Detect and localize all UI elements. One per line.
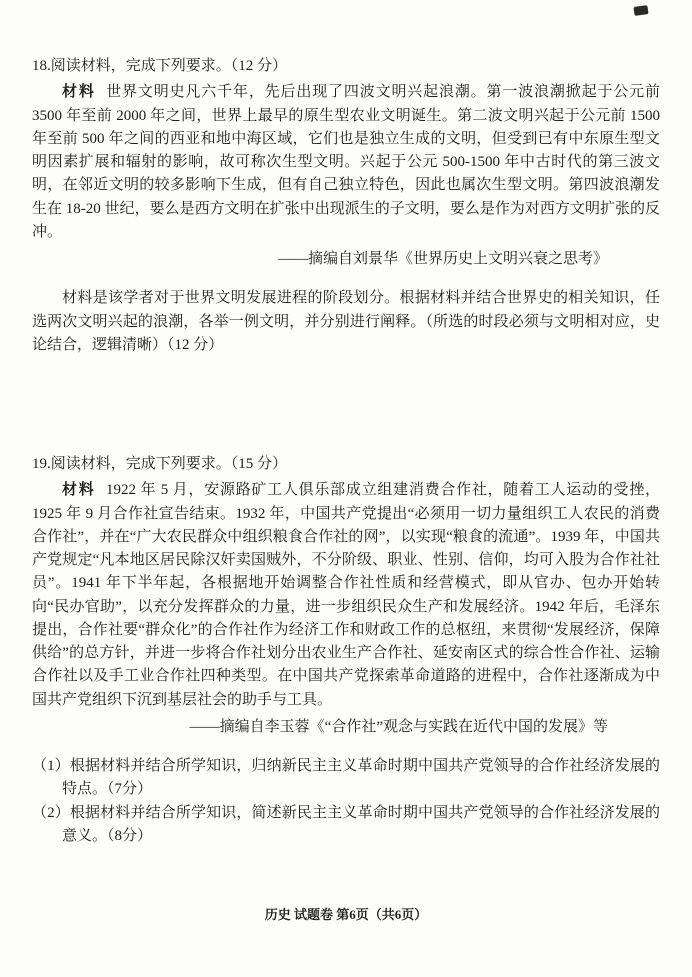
question-19-subquestion-2	[32, 802, 660, 849]
question-19-heading: 19.阅读材料，完成下列要求。（15 分）	[32, 456, 288, 472]
subquestion-label: （2）	[32, 804, 70, 821]
material-text: 1922 年 5 月，安源路矿工人俱乐部成立组建消费合作社，随着工人运动的受挫，1925 年 9 月合作社宣告结束。1932 年，中国共产党提出“必须用一切力量组织工人农民的消费合作社”，并在“广大农民群众中组织粮食合作社的网”，以实现“粮食的流通”。1939 年，中国共产党规定“凡本地区居民除汉奸卖国贼外，不分阶级、职业、性别、信仰，均可入股为合作社社员”。1941 年下半年起，各根据地开始调整合作社性质和经营模式，即从官办、包办开始转向“民办官助”，以充分发挥群众的力量，进一步组织民众生产和发展经济。1942 年后，毛泽东提出，合作社要“群众化”的合作社作为经济工作和财政工作的总枢纽，来贯彻“发展经济，保障供给”的总方针，并进一步将合作社划分出农业生产合作社、延安南区式的综合性合作社、运输合作社以及手工业合作社四种类型。在中国共产党探索革命道路的进程中，合作社逐渐成为中国共产党组织下沉到基层社会的助手与工具。	[32, 482, 660, 708]
question-18-material-paragraph	[32, 80, 660, 244]
subquestion-text: 根据材料并结合所学知识，简述新民主主义革命时期中国共产党领导的合作社经济发展的意义。（8分）	[62, 804, 660, 844]
question-18-heading: 18.阅读材料，完成下列要求。（12 分）	[32, 58, 288, 74]
subquestion-text: 根据材料并结合所学知识，归纳新民主主义革命时期中国共产党领导的合作社经济发展的特点。（7分）	[62, 758, 660, 798]
material-label: 材料	[62, 481, 96, 499]
question-19-section	[32, 453, 660, 848]
question-18-attribution: ——摘编自刘景华《世界历史上文明兴衰之思考》	[277, 251, 608, 267]
question-18-task: 材料是该学者对于世界文明发展进程的阶段划分。根据材料并结合世界史的相关知识，任选两次文明兴起的浪潮，各举一例文明，并分别进行阐释。（所选的时段必须与文明相对应，史论结合，逻辑清晰）（12 分）	[32, 290, 660, 353]
question-19-subquestion-1	[32, 755, 660, 802]
question-19-attribution: ——摘编自李玉蓉《“合作社”观念与实践在近代中国的发展》等	[189, 718, 608, 735]
page-footer: 历史 试题卷 第6页（共6页）	[264, 906, 428, 922]
question-18-section	[32, 55, 660, 357]
scan-artifact	[633, 5, 648, 16]
material-label: 材料	[62, 83, 96, 101]
question-19-material-paragraph	[32, 478, 660, 712]
subquestion-label: （1）	[32, 758, 70, 774]
material-text: 世界文明史凡六千年，先后出现了四波文明兴起浪潮。第一波浪潮掀起于公元前 3500 年至前 2000 年之间，世界上最早的原生型农业文明诞生。第二波文明兴起于公元前 1500 年至前 500 年之间的西亚和地中海区域，它们也是独立生成的文明，但受到已有中东原生型文明因素扩展和辐射的影响，故可称次生型文明。兴起于公元 500-1500 年中古时代的第三波文明，在邻近文明的较多影响下生成，但有自己独立特色，因此也属次生型文明。第四波浪潮发生在 18-20 世纪，要么是西方文明在扩张中出现派生的子文明，要么是作为对西方文明扩张的反冲。	[32, 84, 660, 240]
